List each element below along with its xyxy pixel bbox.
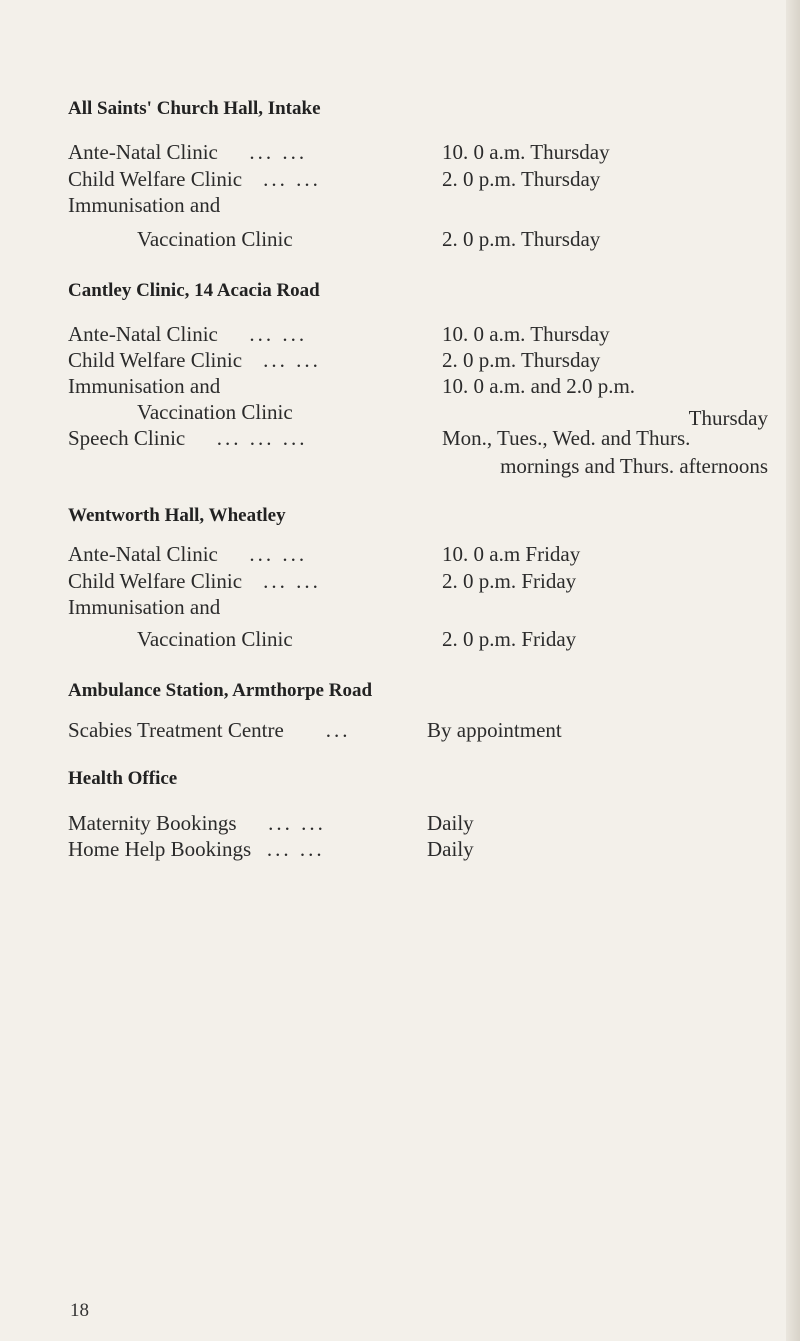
row-label: Immunisation and	[68, 193, 221, 217]
row-time: 2. 0 p.m. Thursday	[442, 348, 601, 372]
section-heading: Wentworth Hall, Wheatley	[68, 505, 286, 526]
page-edge-shadow	[786, 0, 800, 1341]
row-label: Vaccination Clinic	[137, 400, 293, 424]
section-heading: Cantley Clinic, 14 Acacia Road	[68, 280, 320, 301]
row-label: Ante-Natal Clinic ... ...	[68, 140, 308, 164]
section-heading: Ambulance Station, Armthorpe Road	[68, 680, 373, 701]
row-label: Immunisation and	[68, 595, 221, 619]
leader-dots: ... ...	[266, 837, 325, 861]
row-label: Ante-Natal Clinic ... ...	[68, 322, 308, 346]
row-label: Immunisation and	[68, 374, 221, 398]
row-time: 10. 0 a.m Friday	[442, 542, 581, 566]
row-time: 2. 0 p.m. Friday	[442, 569, 577, 593]
row-time: Daily	[427, 837, 474, 861]
leader-dots: ... ...	[249, 322, 308, 346]
row-time: Thursday	[688, 406, 768, 430]
row-time: Mon., Tues., Wed. and Thurs.	[442, 426, 691, 450]
leader-dots: ... ...	[249, 542, 308, 566]
section-heading: Health Office	[68, 768, 178, 789]
row-label: Child Welfare Clinic ... ...	[68, 167, 321, 191]
section-heading: All Saints' Church Hall, Intake	[68, 98, 321, 119]
row-label: Child Welfare Clinic ... ...	[68, 569, 321, 593]
leader-dots: ... ... ...	[216, 426, 308, 450]
row-time: By appointment	[427, 718, 562, 742]
leader-dots: ... ...	[263, 569, 321, 593]
leader-dots: ... ...	[268, 811, 326, 835]
row-label: Scabies Treatment Centre ...	[68, 718, 351, 742]
row-time: 10. 0 a.m. Thursday	[442, 322, 610, 346]
row-time: Daily	[427, 811, 474, 835]
page-number: 18	[70, 1300, 89, 1321]
row-time: 2. 0 p.m. Thursday	[442, 227, 601, 251]
row-label: Speech Clinic ... ... ...	[68, 426, 308, 450]
row-label: Maternity Bookings ... ...	[68, 811, 326, 835]
row-label: Vaccination Clinic	[137, 627, 293, 651]
row-time: 2. 0 p.m. Friday	[442, 627, 577, 651]
leader-dots: ... ...	[263, 167, 321, 191]
row-label: Vaccination Clinic	[137, 227, 293, 251]
leader-dots: ... ...	[263, 348, 321, 372]
leader-dots: ...	[325, 718, 351, 742]
row-time: 2. 0 p.m. Thursday	[442, 167, 601, 191]
row-label: Ante-Natal Clinic ... ...	[68, 542, 308, 566]
row-label: Home Help Bookings ... ...	[68, 837, 325, 861]
leader-dots: ... ...	[249, 140, 308, 164]
row-time: 10. 0 a.m. and 2.0 p.m.	[442, 374, 636, 398]
row-time: 10. 0 a.m. Thursday	[442, 140, 610, 164]
row-label: Child Welfare Clinic ... ...	[68, 348, 321, 372]
row-time: mornings and Thurs. afternoons	[500, 454, 768, 478]
